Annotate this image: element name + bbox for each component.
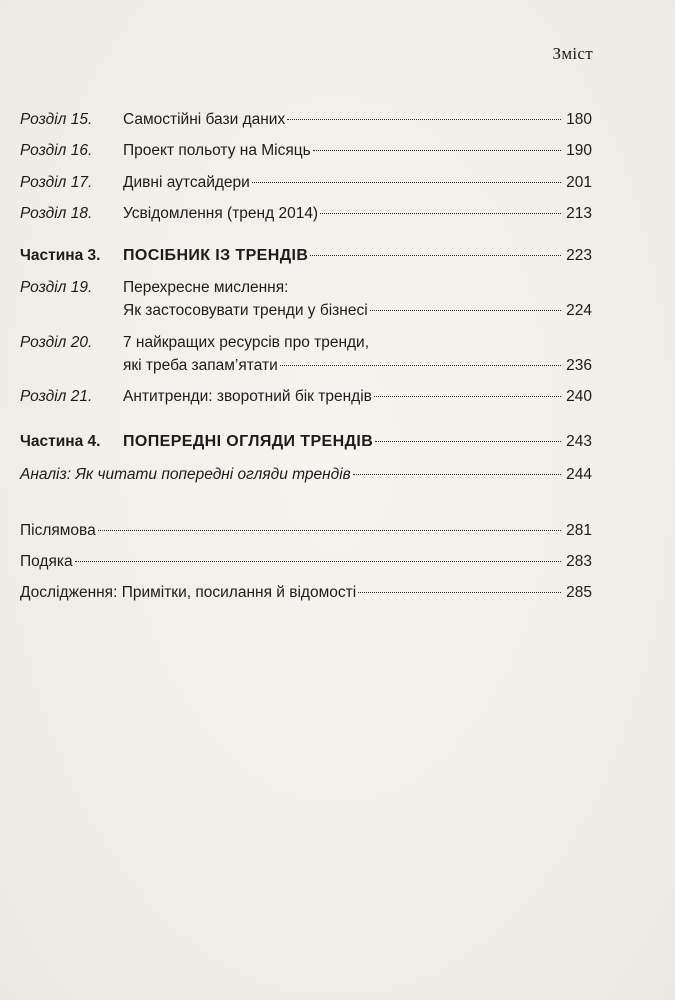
toc-page-number: 243 <box>566 433 592 450</box>
toc-page-number: 201 <box>566 174 592 191</box>
toc-title: Антитренди: зворотний бік трендів <box>123 388 372 405</box>
toc-label: Частина 4. <box>20 433 101 450</box>
toc-title-line-2: Як застосовувати тренди у бізнесі <box>123 302 368 319</box>
dot-leader <box>320 213 561 214</box>
toc-title: Післямова <box>20 522 96 539</box>
toc-label: Розділ 18. <box>20 205 93 222</box>
dot-leader <box>313 150 561 151</box>
dot-leader <box>287 119 561 120</box>
toc-label: Частина 3. <box>20 247 101 264</box>
dot-leader <box>280 365 561 366</box>
toc-page-number: 223 <box>566 247 592 264</box>
toc-page-number: 244 <box>566 466 592 483</box>
toc-title-line-1: 7 найкращих ресурсів про тренди, <box>123 334 370 351</box>
dot-leader <box>370 310 561 311</box>
dot-leader <box>353 474 561 475</box>
dot-leader <box>75 561 562 562</box>
toc-title: Дослідження: Примітки, посилання й відомості <box>20 584 357 601</box>
page-header: Зміст <box>552 44 593 63</box>
toc-label: Розділ 17. <box>20 174 93 191</box>
toc-label: Розділ 19. <box>20 279 93 296</box>
toc-page-number: 285 <box>566 584 592 601</box>
toc-page-number: 180 <box>566 111 592 128</box>
toc-title-line-1: Перехресне мислення: <box>123 279 289 296</box>
toc-label: Розділ 21. <box>20 388 93 405</box>
toc-title: ПОСІБНИК ІЗ ТРЕНДІВ <box>123 247 309 264</box>
toc-page-number: 224 <box>566 302 592 319</box>
toc-label: Розділ 15. <box>20 111 93 128</box>
toc-title: Усвідомлення (тренд 2014) <box>123 205 319 222</box>
toc-title: Проект польоту на Місяць <box>123 142 311 159</box>
toc-title-line-2: які треба запам’ятати <box>123 357 278 374</box>
dot-leader <box>375 441 561 442</box>
toc-title: Самостійні бази даних <box>123 111 286 128</box>
toc-page-number: 213 <box>566 205 592 222</box>
toc-page-number: 240 <box>566 388 592 405</box>
toc-page-number: 236 <box>566 357 592 374</box>
toc-label: Розділ 16. <box>20 142 93 159</box>
dot-leader <box>310 255 561 256</box>
toc-title: Подяка <box>20 553 73 570</box>
dot-leader <box>374 396 561 397</box>
toc-label: Розділ 20. <box>20 334 93 351</box>
dot-leader <box>358 592 561 593</box>
dot-leader <box>98 530 561 531</box>
dot-leader <box>252 182 561 183</box>
toc-page-number: 190 <box>566 142 592 159</box>
toc-title: ПОПЕРЕДНІ ОГЛЯДИ ТРЕНДІВ <box>123 433 374 450</box>
toc-page-number: 281 <box>566 522 592 539</box>
toc-page-number: 283 <box>566 553 592 570</box>
toc-title: Дивні аутсайдери <box>123 174 250 191</box>
toc-title: Аналіз: Як читати попередні огляди трендів <box>20 466 351 483</box>
